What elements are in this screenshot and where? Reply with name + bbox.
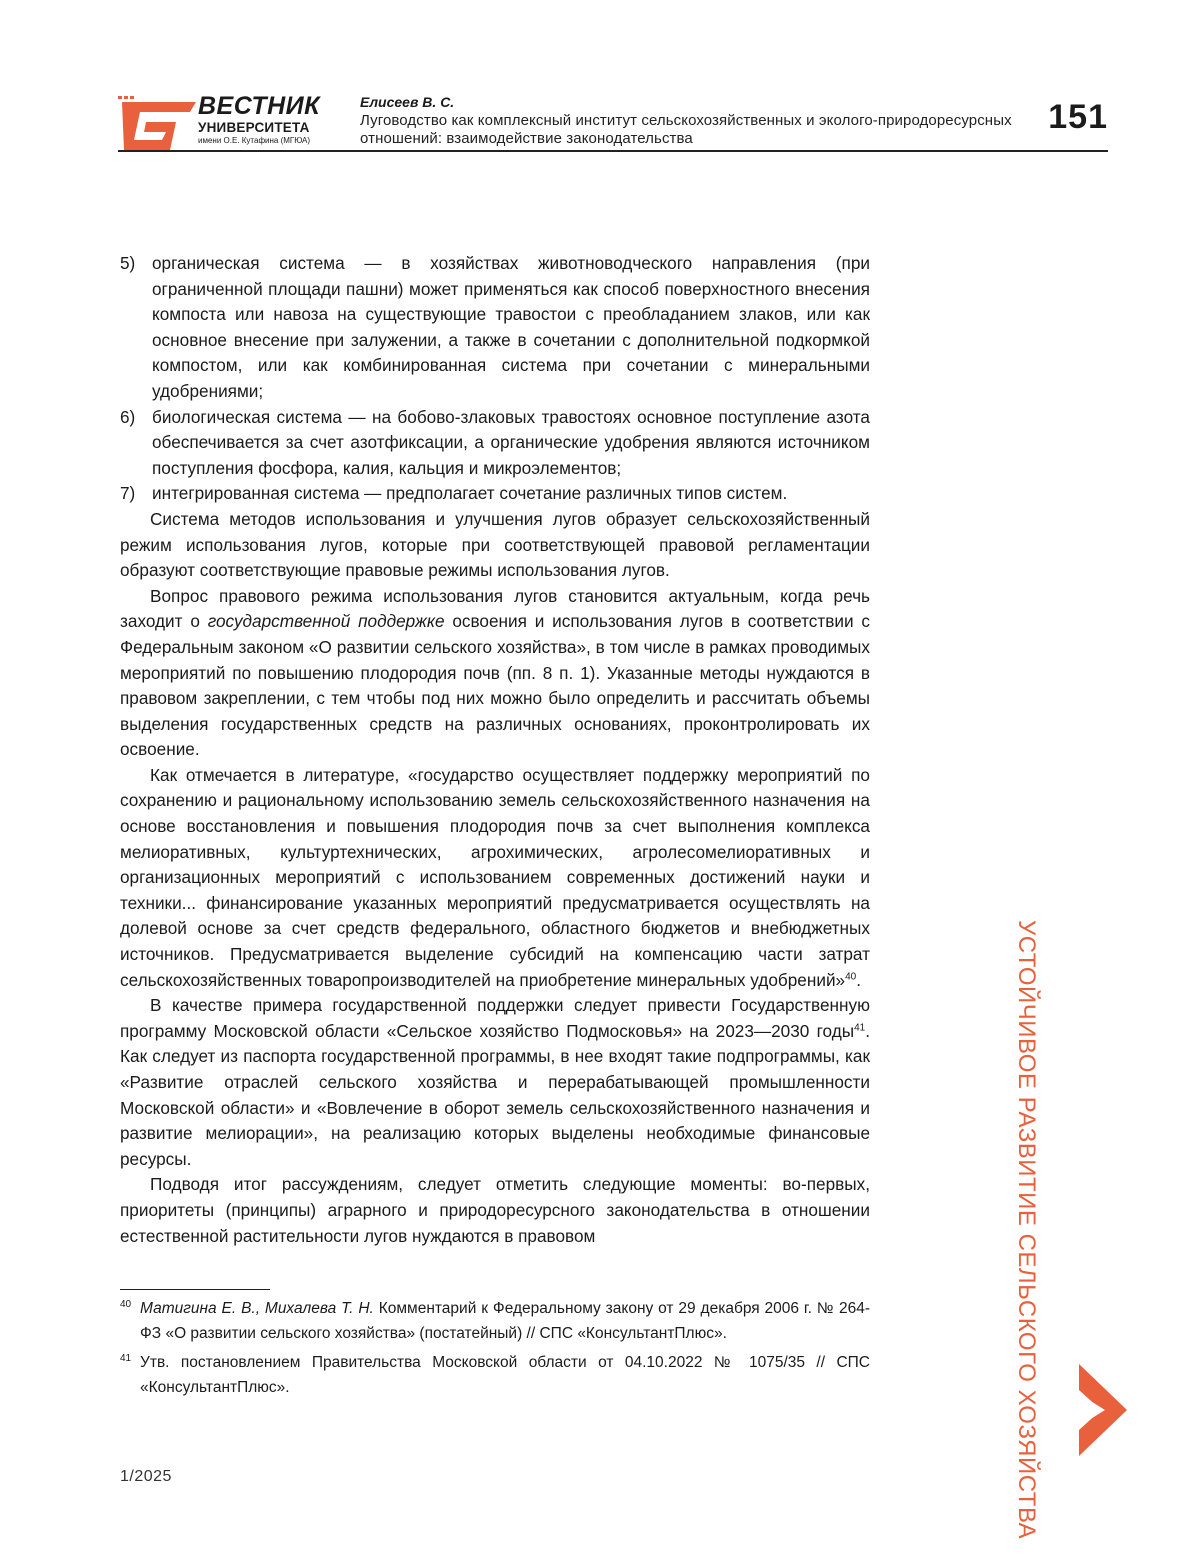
section-label-vertical bbox=[1012, 920, 1052, 1420]
paragraph-2-emphasis: государственной поддержке bbox=[208, 611, 445, 631]
running-head-author: Елисеев В. С. bbox=[360, 94, 454, 110]
paragraph-2-start: Вопрос правового режима использования лугов становится актуальным, когда речь заходит о bbox=[120, 586, 870, 632]
logo-title: ВЕСТНИК bbox=[198, 92, 320, 121]
paragraph-4 bbox=[120, 993, 870, 1172]
list-text: интегрированная система — предполагает сочетание различных типов систем. bbox=[152, 483, 787, 503]
section-arrow-icon bbox=[1075, 1360, 1131, 1460]
logo-subtitle: УНИВЕРСИТЕТА bbox=[198, 120, 310, 135]
footnotes bbox=[120, 1296, 870, 1404]
footnote-ref-40[interactable]: 40 bbox=[845, 971, 856, 982]
paragraph-5: Подводя итог рассуждениям, следует отметить следующие моменты: во-первых, приоритеты (принципы) аграрного и природоресурсного законодательства в отношении естественной растительности лугов нуждаются в правовом bbox=[120, 1172, 870, 1249]
issue-number: 1/2025 bbox=[120, 1468, 172, 1486]
footnote-ref-41[interactable]: 41 bbox=[854, 1022, 865, 1033]
journal-logo bbox=[118, 92, 348, 150]
paragraph-3-end: . bbox=[856, 970, 861, 990]
footnote-40 bbox=[120, 1296, 870, 1346]
paragraph-3 bbox=[120, 763, 870, 993]
page-header bbox=[118, 92, 1108, 152]
paragraph-4-start: В качестве примера государственной поддержки следует привести Государственную программу Московской области «Сельское хозяйство Подмосковья» на 2023—2030 годы bbox=[120, 995, 870, 1041]
logo-subtitle-small: имени О.Е. Кутафина (МГЮА) bbox=[198, 136, 310, 145]
list-item-7 bbox=[120, 481, 870, 507]
footnote-text: Комментарий к Федеральному закону от 29 декабря 2006 г. № 264-ФЗ «О развитии сельского хозяйства» (постатейный) // СПС «КонсультантПлюс». bbox=[140, 1300, 870, 1342]
section-label-text: УСТОЙЧИВОЕ РАЗВИТИЕ СЕЛЬСКОГО ХОЗЯЙСТВА bbox=[1012, 920, 1040, 1539]
list-number: 6) bbox=[120, 405, 135, 431]
footnote-rule bbox=[120, 1289, 270, 1290]
list-item-5 bbox=[120, 251, 870, 405]
list-text: биологическая система — на бобово-злаковых травостоях основное поступление азота обеспечивается за счет азотфиксации, а органические удобрения являются источником поступления фосфора, калия, кальция и микроэлементов; bbox=[152, 407, 870, 478]
footnote-author: Матигина Е. В., Михалева Т. Н. bbox=[140, 1300, 374, 1317]
footnote-text: Утв. постановлением Правительства Московской области от 04.10.2022 № 1075/35 // СПС «КонсультантПлюс». bbox=[140, 1354, 870, 1396]
list-item-6 bbox=[120, 405, 870, 482]
list-number: 7) bbox=[120, 481, 135, 507]
list-number: 5) bbox=[120, 251, 135, 277]
article-body bbox=[120, 251, 870, 1249]
footnote-number: 40 bbox=[120, 1292, 131, 1317]
paragraph-4-rest: . Как следует из паспорта государственной программы, в нее входят такие подпрограммы, как «Развитие отраслей сельского хозяйства и перерабатывающей промышленности Московской области» и «Вовлечение в оборот земель сельскохозяйственного назначения и развитие мелиорации», на реализацию которых выделены необходимые финансовые ресурсы. bbox=[120, 1021, 870, 1169]
footnote-41 bbox=[120, 1350, 870, 1400]
logo-v-mark-icon bbox=[118, 92, 198, 150]
footnote-number: 41 bbox=[120, 1346, 131, 1371]
paragraph-3-text: Как отмечается в литературе, «государство осуществляет поддержку мероприятий по сохранению и рациональному использованию земель сельскохозяйственного назначения на основе восстановления и повышения плодородия почв за счет выполнения комплекса мелиоративных, культуртехнических, агрохимических, агролесомелиоративных и организационных мероприятий с использованием современных достижений науки и техники... финансирование указанных мероприятий предусматривается осуществлять на долевой основе за счет средств федерального, областного бюджетов и внебюджетных источников. Предусматривается выделение субсидий на компенсацию части затрат сельскохозяйственных товаропроизводителей на приобретение минеральных удобрений» bbox=[120, 765, 870, 990]
running-head-title: Луговодство как комплексный институт сельскохозяйственных и эколого-природоресурсных отношений: взаимодействие законодательства bbox=[360, 112, 1020, 148]
paragraph-1: Система методов использования и улучшения лугов образует сельскохозяйственный режим использования лугов, которые при соответствующей правовой регламентации образуют соответствующие правовые режимы использования лугов. bbox=[120, 507, 870, 584]
paragraph-2-rest: освоения и использования лугов в соответствии с Федеральным законом «О развитии сельского хозяйства», в том числе в рамках проводимых мероприятий по повышению плодородия почв (пп. 8 п. 1). Указанные методы нуждаются в правовом закреплении, с тем чтобы под них можно было определить и рассчитать объемы выделения государственных средств на различных основаниях, проконтролировать их освоение. bbox=[120, 611, 870, 759]
list-text: органическая система — в хозяйствах животноводческого направления (при ограниченной площади пашни) может применяться как способ поверхностного внесения компоста или навоза на существующие травостои с преобладанием злаков, или как основное внесение при залужении, а также в сочетании с дополнительной подкормкой компостом, или как комбинированная система при сочетании с минеральными удобрениями; bbox=[152, 253, 870, 401]
paragraph-2 bbox=[120, 584, 870, 763]
header-rule bbox=[118, 150, 1108, 152]
page-number: 151 bbox=[1048, 98, 1108, 137]
